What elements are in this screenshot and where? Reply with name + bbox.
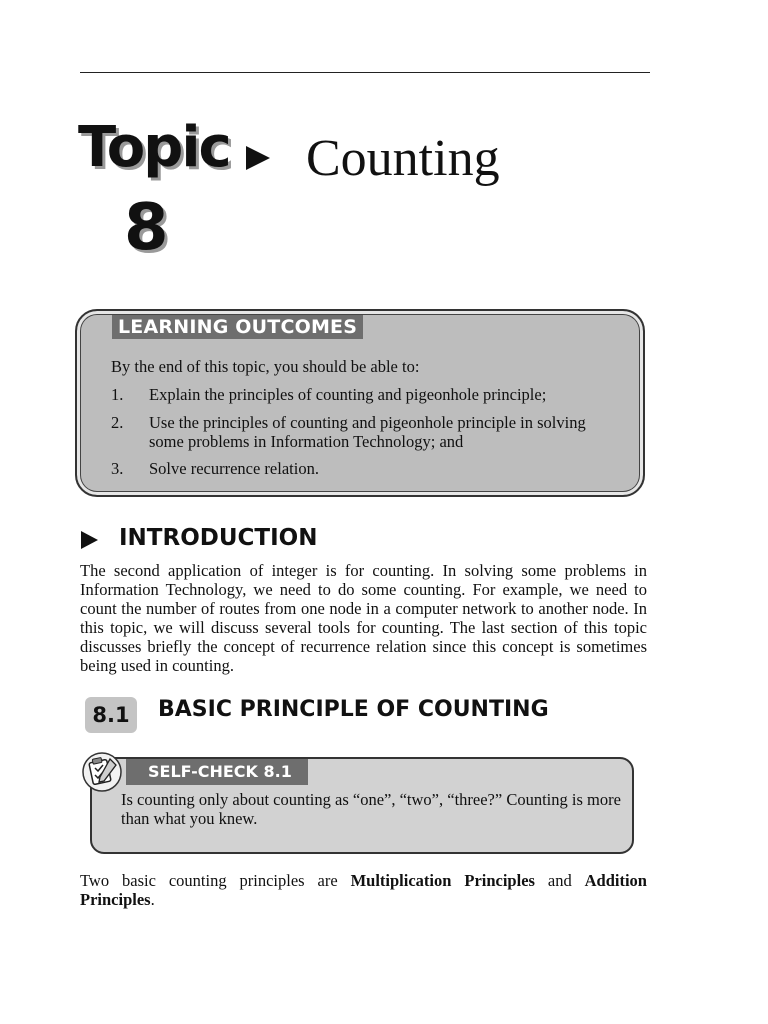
topic-title: Counting <box>306 130 500 187</box>
intro-arrow-icon <box>81 531 98 549</box>
outcome-number: 3. <box>111 459 124 478</box>
outcome-text: Explain the principles of counting and pigeonhole principle; <box>149 385 547 404</box>
introduction-heading: INTRODUCTION <box>119 525 318 551</box>
top-rule <box>80 72 650 73</box>
section-number-badge: 8.1 <box>85 697 137 733</box>
clipboard-pencil-icon <box>80 751 124 793</box>
closing-connector: and <box>534 871 585 890</box>
outcome-text: Solve recurrence relation. <box>149 459 319 478</box>
addition-principles-term: Addition Principles <box>80 871 647 909</box>
closing-paragraph <box>80 871 647 909</box>
introduction-body: The second application of integer is for counting. In solving some problems in Information Technology, we need to do some counting. For example, we need to count the number of routes from one node in a computer network to another node. In this topic, we will discuss several tools for counting. The last section of this topic discusses briefly the concept of recurrence relation since this concept is sometimes being used in counting. <box>80 561 647 675</box>
section-title: BASIC PRINCIPLE OF COUNTING <box>158 697 549 722</box>
outcome-number: 1. <box>111 385 124 404</box>
outcome-number: 2. <box>111 413 124 432</box>
topic-label: Topic <box>78 115 230 180</box>
self-check-label: SELF-CHECK 8.1 <box>126 759 308 785</box>
closing-lead: Two basic counting principles are <box>80 871 351 890</box>
closing-end: . <box>150 890 155 909</box>
topic-arrow-icon <box>246 146 270 170</box>
topic-number: 8 <box>124 191 169 265</box>
multiplication-principles-term: Multiplication Principles <box>350 871 535 890</box>
self-check-text: Is counting only about counting as “one”, “two”, “three?” Counting is more than what you knew. <box>121 790 621 828</box>
learning-outcomes-label: LEARNING OUTCOMES <box>112 315 363 339</box>
outcome-text: Use the principles of counting and pigeonhole principle in solving some problems in Information Technology; and <box>149 413 586 451</box>
learning-outcomes-intro: By the end of this topic, you should be able to: <box>111 357 420 376</box>
